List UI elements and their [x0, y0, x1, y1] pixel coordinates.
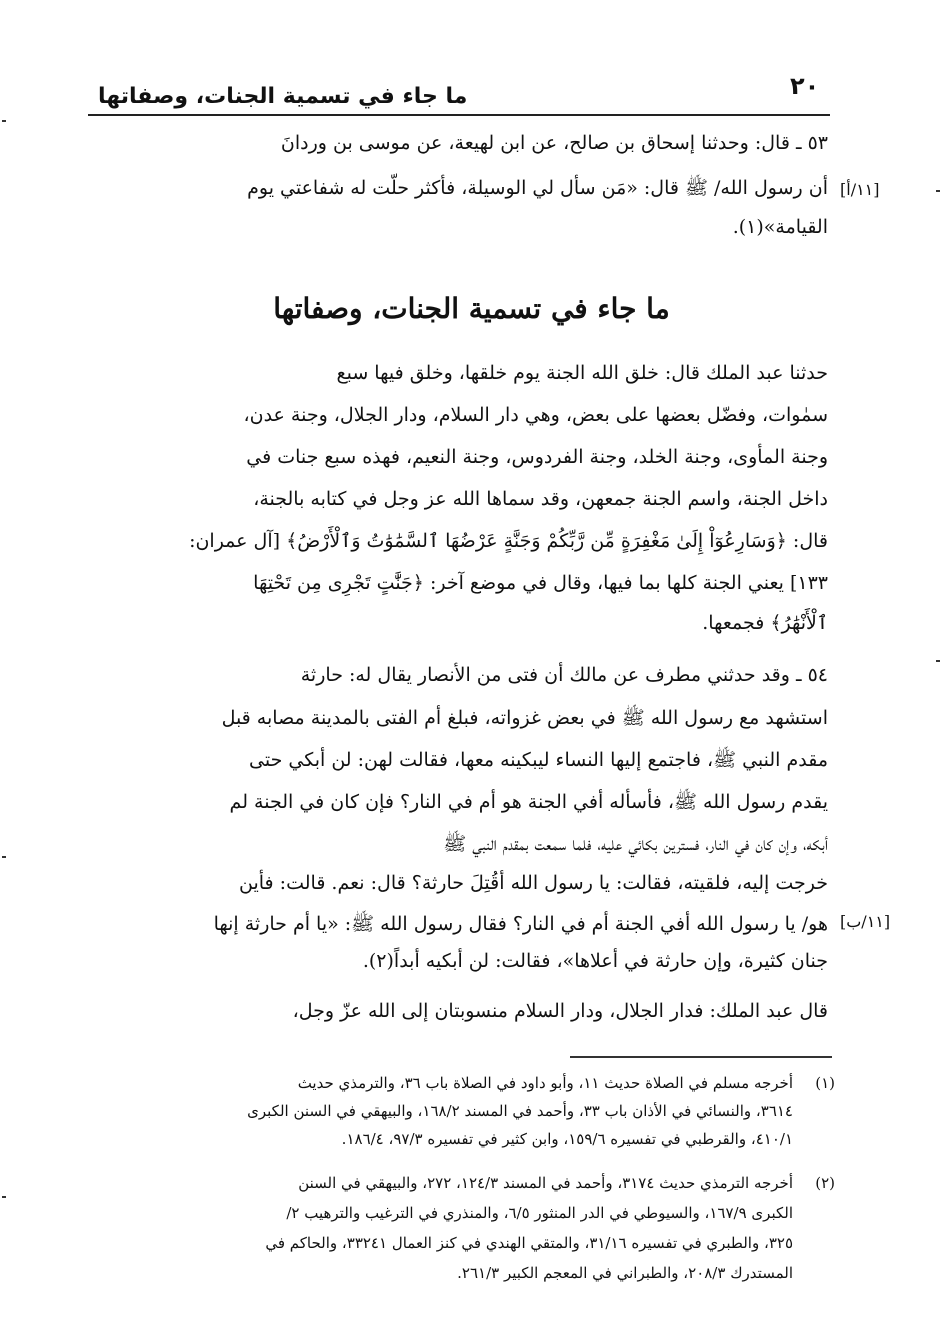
hadith-54-line: يقدم رسول الله ﷺ، فأسأله أفي الجنة هو أم في النار؟ فإن كان في الجنة لم	[229, 791, 828, 813]
footnote-2-line: ٣٢٥، والطبري في تفسيره ٣١/١٦، والمتقي الهندي في كنز العمال ٣٣٢٤١، والحاكم في	[265, 1234, 793, 1252]
paragraph-1-line: سمٰوات، وفضّل بعضها على بعض، وهي دار السلام، ودار الجلال، وجنة عدن،	[243, 404, 828, 426]
paragraph-1-line: ١٣٣] يعني الجنة كلها بما فيها، وقال في موضع آخر: ﴿جَنَّٰتٍ تَجْرِى مِن تَحْتِهَا	[253, 572, 828, 594]
hadith-53-line-1: ٥٣ ـ قال: وحدثنا إسحاق بن صالح، عن ابن لهيعة، عن موسى بن وردانَ	[280, 132, 828, 154]
footnote-1-number: (١)	[815, 1074, 835, 1092]
footnote-1-line: ٣٦١٤، والنسائي في الأذان باب ٣٣، وأحمد في المسند ١٦٨/٢، والبيهقي في السنن الكبرى	[247, 1102, 793, 1120]
margin-reference-11b: [١١/ب]	[840, 912, 891, 931]
footnote-2-line: المستدرك ٢٠٨/٣، والطبراني في المعجم الكبير ٢٦١/٣.	[457, 1264, 793, 1282]
footnote-1-line: ٤١٠/١، والقرطبي في تفسيره ١٥٩/٦، وابن كثير في تفسيره ٩٧/٣، ١٨٦/٤.	[341, 1130, 793, 1148]
footnote-1-line: أخرجه مسلم في الصلاة حديث ١١، وأبو داود في الصلاة باب ٣٦، والترمذي حديث	[297, 1074, 793, 1092]
footnote-2-line: أخرجه الترمذي حديث ٣١٧٤، وأحمد في المسند ١٢٤/٣، ٢٧٢، والبيهقي في السنن	[298, 1174, 793, 1192]
hadith-54-line: ٥٤ ـ وقد حدثني مطرف عن مالك أن فتى من الأنصار يقال له: حارثة	[300, 664, 828, 686]
hadith-54-line: جنان كثيرة، وإن حارثة في أعلاها»، فقالت: لن أبكيه أبداً(٢).	[362, 950, 828, 972]
scan-edge-mark	[936, 660, 940, 662]
header-divider	[88, 114, 830, 116]
footnote-2-number: (٢)	[815, 1174, 835, 1192]
hadith-54-line: هو/ يا رسول الله أفي الجنة أم في النار؟ فقال رسول الله ﷺ: «يا أم حارثة إنها	[213, 913, 828, 935]
paragraph-1-line: قال: ﴿وَسَارِعُوٓاْ إِلَىٰ مَغْفِرَةٍ مِّن رَّبِّكُمْ وَجَنَّةٍ عَرْضُهَا ٱلسَّمَٰوَٰتُ وَٱلْأَرْضُ﴾ [آل عمران:	[189, 530, 828, 552]
hadith-53-line-3: القيامة»(١).	[732, 216, 828, 238]
scan-edge-mark	[2, 856, 6, 858]
scan-edge-mark	[2, 120, 6, 122]
hadith-54-line: مقدم النبي ﷺ، فاجتمع إليها النساء ليبكينه معها، فقالت لهن: لن أبكي حتى	[249, 749, 828, 771]
footnote-2-line: الكبرى ١٦٧/٩، والسيوطي في الدر المنثور ٦/٥، والمنذري في الترغيب والترهيب ٢/	[286, 1204, 793, 1222]
hadith-53-line-2: أن رسول الله/ ﷺ قال: «مَن سأل لي الوسيلة، فأكثر حلّت له شفاعتي يوم	[247, 177, 828, 199]
section-title: ما جاء في تسمية الجنات، وصفاتها	[273, 292, 670, 325]
footnote-divider	[570, 1056, 832, 1058]
paragraph-1-line: ٱلْأَنْهَٰرُ﴾ فجمعها.	[702, 612, 828, 634]
paragraph-1-line: وجنة المأوى، وجنة الخلد، وجنة الفردوس، وجنة النعيم، فهذه سبع جنات في	[246, 446, 828, 468]
running-title: ما جاء في تسمية الجنات، وصفاتها	[98, 84, 468, 109]
scan-edge-mark	[936, 190, 940, 192]
hadith-54-line: استشهد مع رسول الله ﷺ في بعض غزواته، فبلغ أم الفتى بالمدينة مصابه قبل	[221, 707, 828, 729]
closing-line: قال عبد الملك: فدار الجلال، ودار السلام منسوبتان إلى الله عزّ وجل،	[292, 1000, 828, 1022]
hadith-54-line: أبكه، وإن كان في النار، فسترين بكائي عليه، فلما سمعت بمقدم النبي ﷺ	[443, 833, 828, 855]
scan-edge-mark	[2, 1196, 6, 1198]
paragraph-1-line: داخل الجنة، واسم الجنة جمعهن، وقد سماها الله عز وجل في كتابه بالجنة،	[253, 488, 828, 510]
hadith-54-line: خرجت إليه، فلقيته، فقالت: يا رسول الله أقُتِلَ حارثة؟ قال: نعم. قالت: فأين	[239, 872, 828, 894]
margin-reference-11a: [١١/أ]	[840, 180, 880, 199]
paragraph-1-line: حدثنا عبد الملك قال: خلق الله الجنة يوم خلقها، وخلق فيها سبع	[336, 362, 828, 384]
page-number: ٢٠	[790, 72, 820, 100]
